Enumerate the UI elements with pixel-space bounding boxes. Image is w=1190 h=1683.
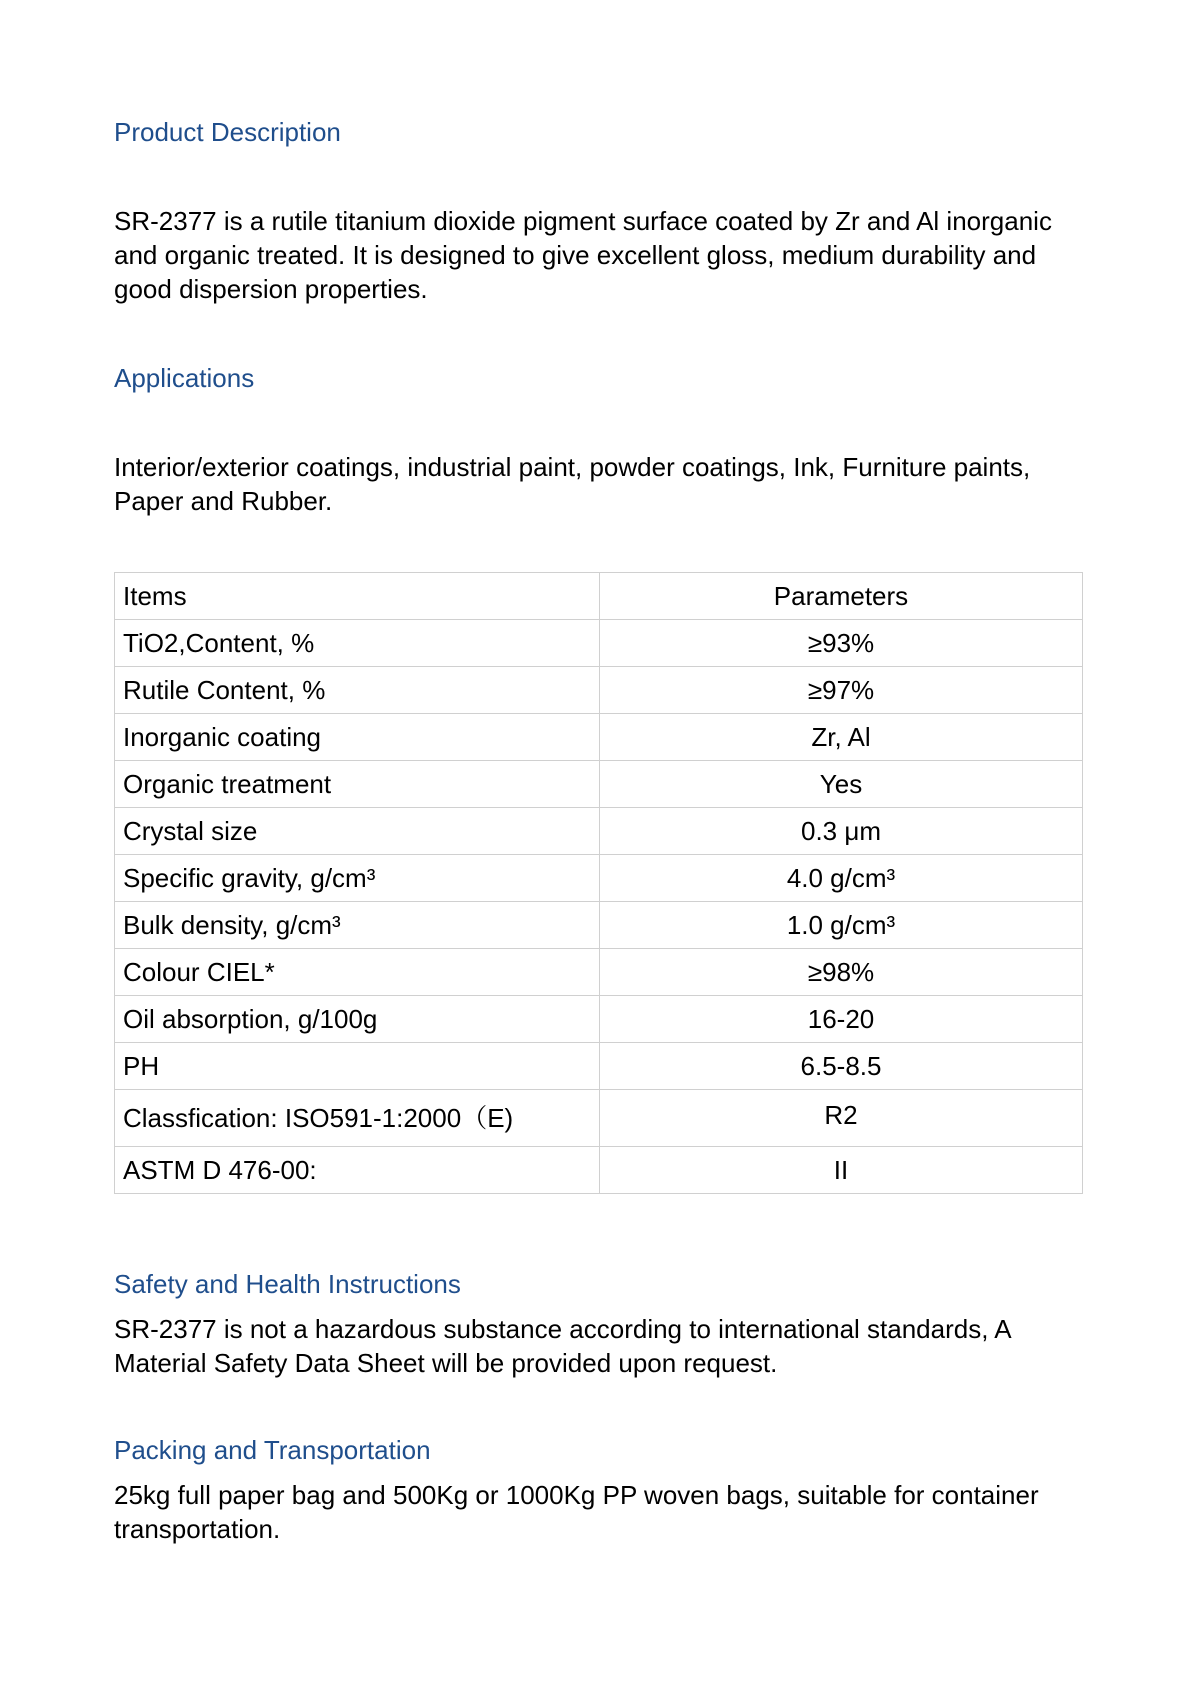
table-cell-item: Specific gravity, g/cm³ xyxy=(115,855,600,902)
table-cell-value: 4.0 g/cm³ xyxy=(600,855,1083,902)
table-cell-value: ≥97% xyxy=(600,667,1083,714)
table-row xyxy=(115,949,1083,996)
table-cell-value: ≥93% xyxy=(600,620,1083,667)
table-row xyxy=(115,761,1083,808)
table-row xyxy=(115,667,1083,714)
table-row xyxy=(115,1090,1083,1147)
spec-table xyxy=(114,572,1083,1194)
table-cell-item: Colour CIEL* xyxy=(115,949,600,996)
table-row xyxy=(115,1043,1083,1090)
table-cell-item: Classfication: ISO591-1:2000（E) xyxy=(115,1090,600,1147)
table-cell-value: 16-20 xyxy=(600,996,1083,1043)
table-cell-item: Oil absorption, g/100g xyxy=(115,996,600,1043)
table-header-items: Items xyxy=(115,573,600,620)
packing-text: 25kg full paper bag and 500Kg or 1000Kg PP woven bags, suitable for container transportation. xyxy=(114,1480,1039,1544)
table-row xyxy=(115,808,1083,855)
table-row xyxy=(115,1147,1083,1194)
table-cell-value: II xyxy=(600,1147,1083,1194)
table-row xyxy=(115,996,1083,1043)
applications-text: Interior/exterior coatings, industrial paint, powder coatings, Ink, Furniture paints, Paper and Rubber. xyxy=(114,452,1031,516)
table-cell-item: Rutile Content, % xyxy=(115,667,600,714)
safety-text: SR-2377 is not a hazardous substance according to international standards, A Material Safety Data Sheet will be provided upon request. xyxy=(114,1314,1011,1378)
table-cell-value: Zr, Al xyxy=(600,714,1083,761)
packing-heading: Packing and Transportation xyxy=(114,1435,431,1465)
table-row xyxy=(115,620,1083,667)
table-cell-item: Organic treatment xyxy=(115,761,600,808)
table-row xyxy=(115,902,1083,949)
table-header-row xyxy=(115,573,1083,620)
table-header-parameters: Parameters xyxy=(600,573,1083,620)
table-cell-value: R2 xyxy=(600,1090,1083,1147)
applications-heading: Applications xyxy=(114,363,255,393)
table-cell-item: Crystal size xyxy=(115,808,600,855)
table-cell-item: ASTM D 476-00: xyxy=(115,1147,600,1194)
table-cell-value: 0.3 μm xyxy=(600,808,1083,855)
product-description-heading: Product Description xyxy=(114,117,341,147)
table-cell-value: Yes xyxy=(600,761,1083,808)
table-row xyxy=(115,855,1083,902)
table-cell-item: PH xyxy=(115,1043,600,1090)
table-cell-value: 6.5-8.5 xyxy=(600,1043,1083,1090)
table-cell-item: Bulk density, g/cm³ xyxy=(115,902,600,949)
table-row xyxy=(115,714,1083,761)
table-cell-item: Inorganic coating xyxy=(115,714,600,761)
table-cell-value: ≥98% xyxy=(600,949,1083,996)
safety-heading: Safety and Health Instructions xyxy=(114,1269,461,1299)
product-description-text: SR-2377 is a rutile titanium dioxide pigment surface coated by Zr and Al inorganic and organic treated. It is designed to give excellent gloss, medium durability and good dispersion properties. xyxy=(114,206,1052,304)
table-cell-item: TiO2,Content, % xyxy=(115,620,600,667)
table-cell-value: 1.0 g/cm³ xyxy=(600,902,1083,949)
